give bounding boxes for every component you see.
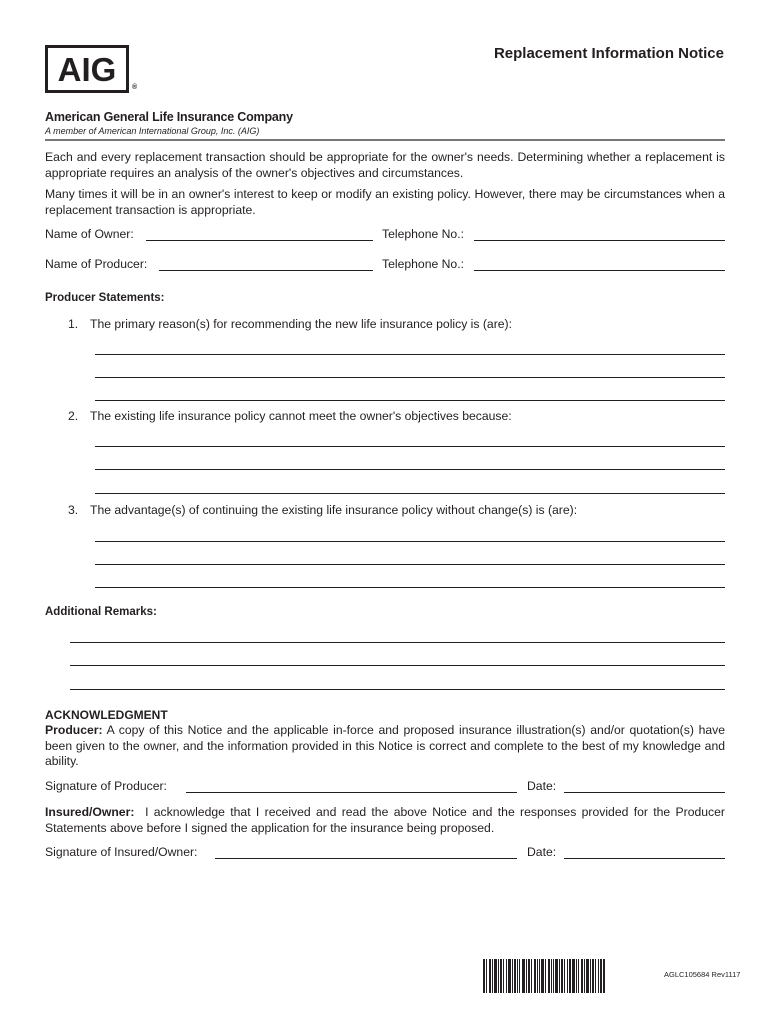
statement-2-answer-line-1[interactable] bbox=[95, 446, 725, 447]
statement-1-answer-line-3[interactable] bbox=[95, 400, 725, 401]
logo-text: AIG bbox=[57, 50, 117, 88]
owner-signature-field[interactable] bbox=[215, 858, 517, 859]
statement-3-answer-line-2[interactable] bbox=[95, 564, 725, 565]
registered-mark: ® bbox=[132, 84, 138, 91]
intro-paragraph-2: Many times it will be in an owner's interest to keep or modify an existing policy. However, there may be circumstances when a replacement transaction is appropriate. bbox=[45, 187, 725, 217]
statement-text: The advantage(s) of continuing the existing life insurance policy without change(s) is (are): bbox=[90, 503, 578, 517]
producer-signature-label: Signature of Producer: bbox=[45, 779, 167, 793]
statement-3 bbox=[68, 503, 577, 517]
producer-ack-label: Producer: bbox=[45, 723, 103, 737]
header-divider bbox=[45, 139, 725, 141]
member-line: A member of American International Group, Inc. (AIG) bbox=[45, 126, 260, 136]
owner-date-label: Date: bbox=[527, 845, 557, 859]
statement-2-answer-line-3[interactable] bbox=[95, 493, 725, 494]
producer-signature-field[interactable] bbox=[186, 792, 517, 793]
statement-3-answer-line-3[interactable] bbox=[95, 587, 725, 588]
producer-acknowledgment bbox=[45, 723, 725, 770]
statement-1-answer-line-2[interactable] bbox=[95, 377, 725, 378]
acknowledgment-heading: ACKNOWLEDGMENT bbox=[45, 708, 168, 722]
statement-3-answer-line-1[interactable] bbox=[95, 541, 725, 542]
aig-logo bbox=[45, 45, 129, 93]
statement-2-answer-line-2[interactable] bbox=[95, 469, 725, 470]
statement-number: 2. bbox=[68, 409, 79, 423]
owner-phone-label: Telephone No.: bbox=[382, 227, 464, 241]
form-code: AGLC105684 Rev1117 bbox=[664, 970, 741, 979]
owner-ack-label: Insured/Owner: bbox=[45, 805, 135, 819]
statement-text: The primary reason(s) for recommending the new life insurance policy is (are): bbox=[90, 317, 512, 331]
producer-phone-label: Telephone No.: bbox=[382, 257, 464, 271]
owner-phone-field[interactable] bbox=[474, 240, 725, 241]
remarks-line-3[interactable] bbox=[70, 689, 725, 690]
statement-text: The existing life insurance policy cannot meet the owner's objectives because: bbox=[90, 409, 512, 423]
owner-signature-row bbox=[45, 845, 725, 861]
statement-number: 1. bbox=[68, 317, 79, 331]
statement-1-answer-line-1[interactable] bbox=[95, 354, 725, 355]
producer-signature-row bbox=[45, 779, 725, 795]
owner-date-field[interactable] bbox=[564, 858, 725, 859]
producer-name-label: Name of Producer: bbox=[45, 257, 148, 271]
producer-ack-text: A copy of this Notice and the applicable in-force and proposed insurance illustration(s) and/or quotation(s) have been given to the owner, and the information provided in this Notice is correct and complete to the best of my knowledge and ability. bbox=[45, 723, 725, 768]
company-name: American General Life Insurance Company bbox=[45, 110, 293, 124]
document-title: Replacement Information Notice bbox=[493, 45, 724, 62]
producer-date-field[interactable] bbox=[564, 792, 725, 793]
additional-remarks-heading: Additional Remarks: bbox=[45, 606, 157, 618]
statement-1 bbox=[68, 317, 512, 331]
statement-2 bbox=[68, 409, 512, 423]
owner-name-label: Name of Owner: bbox=[45, 227, 134, 241]
barcode-image bbox=[483, 959, 605, 993]
statement-number: 3. bbox=[68, 503, 79, 517]
owner-acknowledgment bbox=[45, 805, 725, 836]
producer-info-row bbox=[45, 257, 725, 273]
producer-statements-heading: Producer Statements: bbox=[45, 292, 165, 304]
owner-name-field[interactable] bbox=[146, 240, 373, 241]
producer-name-field[interactable] bbox=[159, 270, 373, 271]
producer-date-label: Date: bbox=[527, 779, 557, 793]
remarks-line-2[interactable] bbox=[70, 665, 725, 666]
remarks-line-1[interactable] bbox=[70, 642, 725, 643]
producer-phone-field[interactable] bbox=[474, 270, 725, 271]
owner-info-row bbox=[45, 227, 725, 243]
owner-ack-text: I acknowledge that I received and read the above Notice and the responses provided for the Producer Statements above before I signed the application for the insurance being proposed. bbox=[45, 805, 725, 835]
owner-signature-label: Signature of Insured/Owner: bbox=[45, 845, 198, 859]
intro-paragraph-1: Each and every replacement transaction should be appropriate for the owner's needs. Determining whether a replacement is appropriate requires an analysis of the owner's objectives and circumstances. bbox=[45, 150, 725, 180]
